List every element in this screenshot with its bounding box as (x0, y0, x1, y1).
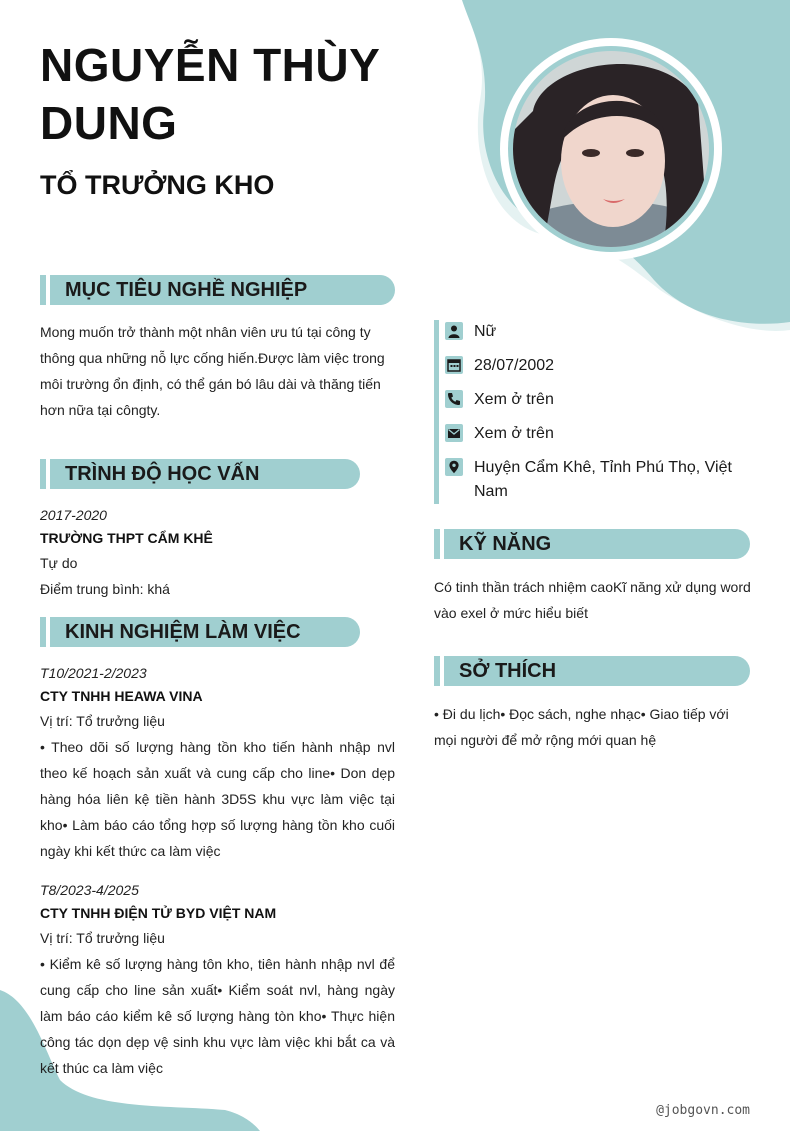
email-icon (445, 424, 463, 442)
skills-heading-label: KỸ NĂNG (459, 533, 552, 555)
job-title: TỔ TRƯỞNG KHO (40, 170, 275, 200)
candidate-name: NGUYỄN THÙY DUNG (40, 39, 380, 149)
phone-icon (445, 390, 463, 408)
job-1-period: T10/2021-2/2023 (40, 665, 147, 681)
avatar (500, 38, 722, 260)
education-heading-label: TRÌNH ĐỘ HỌC VẤN (65, 463, 260, 485)
phone-value: Xem ở trên (474, 391, 554, 408)
job-2-company: CTY TNHH ĐIỆN TỬ BYD VIỆT NAM (40, 905, 277, 921)
hobbies-heading (434, 656, 750, 686)
info-divider (434, 320, 439, 504)
hobbies-text: • Đi du lịch• Đọc sách, nghe nhạc• Giao tiếp với mọi người để mở rộng mới quan hệ (434, 706, 729, 748)
watermark: @jobgovn.com (656, 1103, 750, 1118)
person-icon (445, 322, 463, 340)
education-heading (40, 459, 360, 489)
calendar-icon (445, 356, 463, 374)
job-2-description: • Kiểm kê số lượng hàng tôn kho, tiên hành nhập nvl để cung cấp cho line sản xuất• Kiểm soát nvl, hàng ngày làm báo cáo kiểm kê số lượng hàng tòn kho• Thực hiện công tác dọn dẹp vệ sinh khu vực làm việc khi bắt ca và kết thúc ca làm việc (40, 956, 395, 1076)
email-value: Xem ở trên (474, 425, 554, 442)
objective-heading-label: MỤC TIÊU NGHỀ NGHIỆP (65, 279, 308, 301)
education-school: TRƯỜNG THPT CẨM KHÊ (40, 530, 213, 546)
experience-heading (40, 617, 360, 647)
job-1-position: Vị trí: Tổ trưởng liệu (40, 713, 165, 729)
education-major: Tự do (40, 555, 78, 571)
job-1-company: CTY TNHH HEAWA VINA (40, 688, 203, 704)
location-icon (445, 458, 463, 476)
objective-heading (40, 275, 395, 305)
birthday-value: 28/07/2002 (474, 357, 555, 374)
experience-heading-label: KINH NGHIỆM LÀM VIỆC (65, 621, 301, 643)
profile-photo (513, 51, 709, 247)
job-1-description: • Theo dõi số lượng hàng tồn kho tiến hành nhập nvl theo kế hoạch sản xuất và cung cấp cho line• Don dẹp hàng hóa liên kệ tiền hành 3D5S khu vực làm việc tại kho• Làm báo cáo tổng hợp số lượng hàng tồn kho cuối ngày khi kết thức ca làm việc (40, 739, 395, 859)
gender-value: Nữ (474, 323, 497, 340)
skills-text: Có tinh thần trách nhiệm caoKĩ năng xử dụng word vào exel ở mức hiểu biết (434, 579, 751, 621)
education-period: 2017-2020 (40, 507, 107, 523)
objective-text: Mong muốn trở thành một nhân viên ưu tú tại công ty thông qua những nỗ lực cống hiến.Được làm việc trong môi trường ổn định, có thể gán bó lâu dài và thăng tiến hơn nữa tại côngty. (40, 324, 385, 418)
address-value: Huyện Cẩm Khê, Tỉnh Phú Thọ, Việt Nam (474, 459, 732, 500)
skills-heading (434, 529, 750, 559)
education-gpa: Điểm trung bình: khá (40, 581, 170, 597)
hobbies-heading-label: SỞ THÍCH (459, 660, 557, 682)
job-2-period: T8/2023-4/2025 (40, 882, 139, 898)
job-2-position: Vị trí: Tổ trưởng liệu (40, 930, 165, 946)
